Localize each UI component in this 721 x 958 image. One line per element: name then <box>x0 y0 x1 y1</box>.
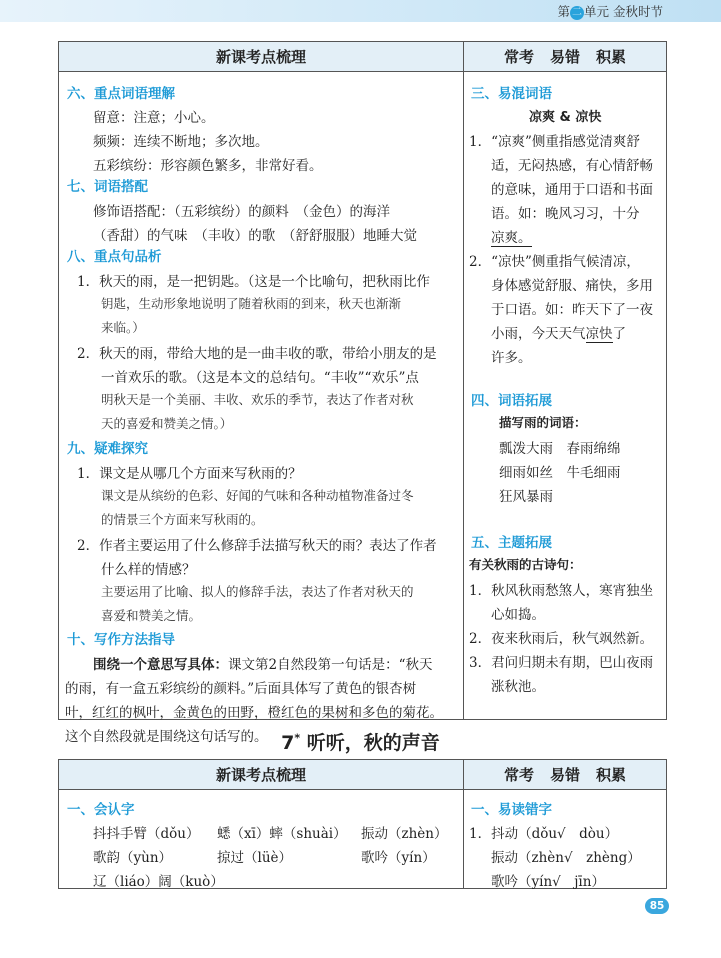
panel-right-title <box>463 42 666 72</box>
text-line: 一首欢乐的歌。（这是本文的总结句。“丰收”“欢乐”点 <box>101 370 419 386</box>
text-line: 的意味，通用于口语和书面 <box>491 182 653 198</box>
section-heading: 十、写作方法指导 <box>67 632 175 648</box>
lesson-title <box>0 728 721 755</box>
text-line: 修饰语搭配：（五彩缤纷）的颜料 （金色）的海洋 <box>93 204 390 220</box>
section-heading: 九、疑难探究 <box>67 441 148 457</box>
text-line: 振动（zhèn√ zhèng） <box>491 850 641 866</box>
text-line: 课文是从缤纷的色彩、好闻的气味和各种动植物准备过冬 <box>101 488 414 503</box>
text-line: 瓢泼大雨 春雨绵绵 <box>499 441 621 457</box>
text-line: 什么样的情感？ <box>101 562 196 578</box>
lesson-number: 7 <box>281 732 295 754</box>
subheading: 描写雨的词语： <box>499 415 587 430</box>
text-line: 天的喜爱和赞美之情。） <box>101 416 233 431</box>
section-heading: 一、会认字 <box>67 802 135 818</box>
unit-title: 金秋时节 <box>612 4 663 19</box>
lesson-mark: * <box>294 731 301 745</box>
unit-number: 二 <box>571 7 582 18</box>
text-line: 1．抖动（dǒu√ dòu） <box>469 826 619 842</box>
section-heading: 一、易读错字 <box>471 802 552 818</box>
panel-right-title <box>463 760 666 790</box>
column-divider <box>463 72 464 719</box>
text-line <box>491 322 626 342</box>
unit-prefix: 第 <box>557 4 570 19</box>
section-heading: 三、易混词语 <box>471 86 552 102</box>
title-word: 积累 <box>596 48 627 66</box>
text-line: 语。如：晚风习习，十分 <box>491 206 640 222</box>
text-line: 2．秋天的雨，带给大地的是一曲丰收的歌，带给小朋友的是 <box>77 346 437 362</box>
title-word: 常考 <box>503 766 534 784</box>
title-word: 易错 <box>549 766 580 784</box>
text-line: 主要运用了比喻、拟人的修辞手法，表达了作者对秋天的 <box>101 584 414 599</box>
section-heading: 八、重点句品析 <box>67 249 162 265</box>
lesson-title-text: 听听，秋的声音 <box>306 732 440 754</box>
text-line: 频频：连续不断地；多次地。 <box>93 134 269 150</box>
text-line: 1．秋天的雨，是一把钥匙。（这是一个比喻句，把秋雨比作 <box>77 274 430 290</box>
text-span: 了 <box>612 326 626 342</box>
text-line: 2．作者主要运用了什么修辞手法描写秋天的雨？表达了作者 <box>77 538 437 554</box>
column-divider <box>463 790 464 888</box>
text-line: 来临。） <box>101 320 145 335</box>
text-line <box>491 226 532 246</box>
text-line: 1．“凉爽”侧重指感觉清爽舒 <box>469 134 640 150</box>
title-word: 常考 <box>503 48 534 66</box>
text-line <box>93 653 433 673</box>
text-line: 掠过（lüè） <box>217 850 293 866</box>
text-span: 小雨，今天天气 <box>491 326 586 342</box>
text-line: 歌吟（yín） <box>361 850 436 866</box>
top-banner <box>0 0 721 22</box>
bold-lead: 围绕一个意思写具体： <box>93 657 228 673</box>
text-line: 身体感觉舒服、痛快，多用 <box>491 278 653 294</box>
text-line: 叶，红红的枫叶，金黄色的田野，橙红色的果树和多色的菊花。 <box>65 705 443 721</box>
text-line: 明秋天是一个美丽、丰收、欢乐的季节，表达了作者对秋 <box>101 392 414 407</box>
text-line: 五彩缤纷：形容颜色繁多，非常好看。 <box>93 158 323 174</box>
text-line: 心如捣。 <box>491 607 545 623</box>
text-line: 1．课文是从哪几个方面来写秋雨的？ <box>77 466 302 482</box>
text-line: 狂风暴雨 <box>499 489 553 505</box>
text-line: 歌吟（yín√ jīn） <box>491 874 605 890</box>
text-line: 抖抖手臂（dǒu） <box>93 826 200 842</box>
section-heading: 七、词语搭配 <box>67 179 148 195</box>
text-line: 许多。 <box>491 350 532 366</box>
text-line: 2．夜来秋雨后，秋气飒然新。 <box>469 631 654 647</box>
title-word: 积累 <box>596 766 627 784</box>
subheading: 凉爽 & 凉快 <box>529 110 602 125</box>
text-line: 留意：注意；小心。 <box>93 110 215 126</box>
text-line: 喜爱和赞美之情。 <box>101 608 202 623</box>
section-heading: 五、主题拓展 <box>471 535 552 551</box>
unit-suffix: 单元 <box>583 4 609 19</box>
text-line: 涨秋池。 <box>491 679 545 695</box>
text-line: 的情景三个方面来写秋雨的。 <box>101 512 264 527</box>
text-span: 课文第2自然段第一句话是：“秋天 <box>228 657 433 673</box>
text-line: 这个自然段就是围绕这句话写的。 <box>65 729 268 745</box>
text-line: （香甜）的气味 （丰收）的歌 （舒舒服服）地睡大觉 <box>93 228 417 244</box>
underlined-word: 凉快 <box>585 326 613 342</box>
section-heading: 四、词语拓展 <box>471 393 552 409</box>
text-line: 2．“凉快”侧重指气候清凉， <box>469 254 640 270</box>
text-line: 的雨，有一盒五彩缤纷的颜料。”后面具体写了黄色的银杏树 <box>65 681 417 697</box>
panel-lesson-7 <box>58 759 667 889</box>
text-line: 蟋（xī）蟀（shuài） <box>217 826 347 842</box>
text-line: 适，无闷热感，有心情舒畅 <box>491 158 653 174</box>
panel-left-title: 新课考点梳理 <box>59 760 463 790</box>
subheading: 有关秋雨的古诗句： <box>469 557 582 572</box>
text-line: 细雨如丝 牛毛细雨 <box>499 465 621 481</box>
page-number: 85 <box>645 898 669 914</box>
section-heading: 六、重点词语理解 <box>67 86 175 102</box>
unit-label <box>557 2 663 20</box>
title-word: 易错 <box>549 48 580 66</box>
panel-left-title: 新课考点梳理 <box>59 42 463 72</box>
text-line: 3．君问归期未有期，巴山夜雨 <box>469 655 654 671</box>
text-line: 1．秋风秋雨愁煞人，寒宵独坐 <box>469 583 654 599</box>
text-line: 歌韵（yùn） <box>93 850 173 866</box>
text-line: 于口语。如：昨天下了一夜 <box>491 302 653 318</box>
text-line: 辽（liáo）阔（kuò） <box>93 874 224 890</box>
text-line: 振动（zhèn） <box>361 826 448 842</box>
text-line: 钥匙，生动形象地说明了随着秋雨的到来，秋天也渐渐 <box>101 296 402 311</box>
underlined-word: 凉爽。 <box>491 230 532 246</box>
